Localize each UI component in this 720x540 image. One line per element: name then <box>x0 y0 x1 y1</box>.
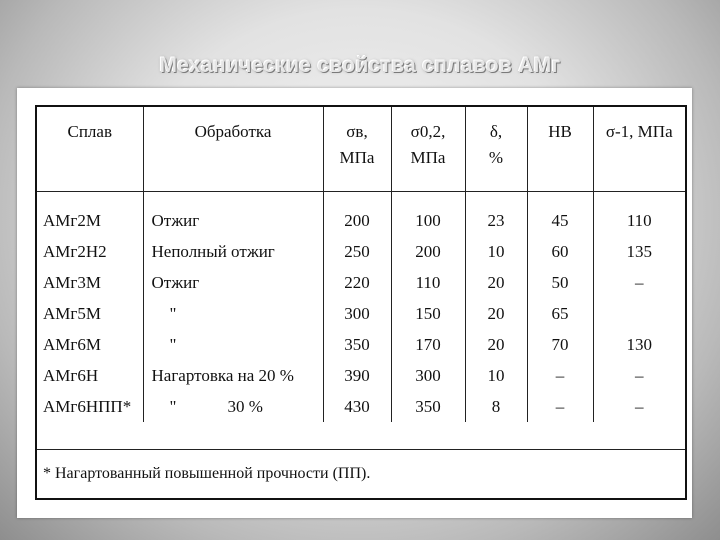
table-footnote: * Нагартованный повышенной прочности (ПП). <box>43 465 371 482</box>
table-header-row <box>37 107 685 191</box>
table-frame <box>35 105 687 500</box>
cell-sigma-minus1: 130 <box>626 334 652 354</box>
cell-treatment: " <box>143 329 323 360</box>
cell-delta: 20 <box>465 329 527 360</box>
cell-alloy: АМг2М <box>37 191 143 236</box>
cell-hb: – <box>527 360 593 391</box>
cell-hb: 70 <box>527 329 593 360</box>
cell-sigma-02: 150 <box>391 298 465 329</box>
cell-sigma-b: 250 <box>323 236 391 267</box>
cell-delta: 23 <box>465 191 527 236</box>
cell-treatment: " 30 % <box>143 391 323 422</box>
cell-sigma-minus1: – <box>635 396 644 416</box>
footnote-divider <box>37 449 685 450</box>
cell-sigma-b: 350 <box>323 329 391 360</box>
cell-alloy: АМг6М <box>37 329 143 360</box>
cell-alloy: АМг2Н2 <box>37 236 143 267</box>
header-delta-unit: % <box>488 148 504 167</box>
table-row <box>37 191 685 236</box>
cell-treatment: " <box>143 298 323 329</box>
cell-delta: 10 <box>465 236 527 267</box>
cell-sigma-minus1: – <box>635 272 644 292</box>
cell-sigma-02: 300 <box>391 360 465 391</box>
cell-hb: 45 <box>527 191 593 236</box>
properties-table <box>37 107 685 422</box>
cell-treatment: Нагартовка на 20 % <box>143 360 323 391</box>
header-treatment: Обработка <box>143 107 323 191</box>
header-hb: НВ <box>527 107 593 191</box>
cell-hb: 50 <box>527 267 593 298</box>
cell-sigma-minus1: – <box>635 365 644 385</box>
cell-sigma-minus1 <box>593 298 685 329</box>
cell-sigma-b: 200 <box>323 191 391 236</box>
cell-sigma-b: 390 <box>323 360 391 391</box>
header-sigma-minus1: σ-1, МПа <box>593 107 685 191</box>
header-sigma-02-symbol: σ0,2, <box>410 122 446 141</box>
cell-alloy: АМг5М <box>37 298 143 329</box>
header-alloy: Сплав <box>37 107 143 191</box>
cell-sigma-02: 100 <box>391 191 465 236</box>
table-row <box>37 236 685 267</box>
cell-hb: – <box>527 391 593 422</box>
header-delta-symbol: δ, <box>489 122 503 141</box>
cell-sigma-minus1: 135 <box>626 241 652 261</box>
header-sigma-b-symbol: σв, <box>346 122 368 141</box>
table-row <box>37 298 685 329</box>
cell-delta: 10 <box>465 360 527 391</box>
header-sigma-02-unit: МПа <box>410 148 446 167</box>
cell-delta: 20 <box>465 267 527 298</box>
cell-treatment: Отжиг <box>143 191 323 236</box>
cell-alloy: АМг3М <box>37 267 143 298</box>
cell-treatment: Отжиг <box>143 267 323 298</box>
cell-sigma-b: 300 <box>323 298 391 329</box>
cell-alloy: АМг6Н <box>37 360 143 391</box>
table-row <box>37 391 685 422</box>
cell-sigma-b: 220 <box>323 267 391 298</box>
cell-sigma-02: 350 <box>391 391 465 422</box>
slide-title: Механические свойства сплавов АМг <box>159 54 561 77</box>
header-sigma-b-unit: МПа <box>339 148 375 167</box>
cell-sigma-02: 170 <box>391 329 465 360</box>
cell-sigma-b: 430 <box>323 391 391 422</box>
cell-delta: 20 <box>465 298 527 329</box>
table-row <box>37 267 685 298</box>
header-sigma-b <box>323 107 391 191</box>
cell-alloy: АМг6НПП* <box>37 391 143 422</box>
cell-sigma-02: 200 <box>391 236 465 267</box>
cell-sigma-02: 110 <box>391 267 465 298</box>
table-row <box>37 329 685 360</box>
header-delta <box>465 107 527 191</box>
cell-hb: 65 <box>527 298 593 329</box>
table-row <box>37 360 685 391</box>
cell-sigma-minus1: 110 <box>626 210 652 230</box>
cell-delta: 8 <box>465 391 527 422</box>
cell-hb: 60 <box>527 236 593 267</box>
header-sigma-02 <box>391 107 465 191</box>
scanned-table-image <box>17 88 692 518</box>
cell-treatment: Неполный отжиг <box>143 236 323 267</box>
